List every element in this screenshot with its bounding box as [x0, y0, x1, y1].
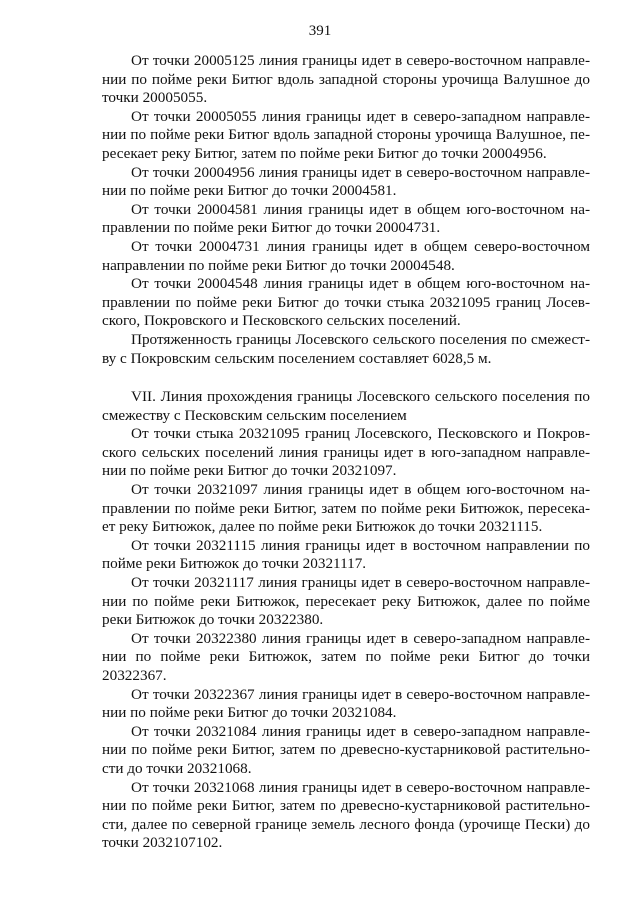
document-body	[102, 52, 590, 853]
paragraph: Протяженность границы Лосевского сельского поселения по смежеству с Покровским сельским поселением составляет 6028,5 м.	[102, 330, 590, 367]
paragraph: От точки 20004581 линия границы идет в общем юго-восточном направлении по пойме реки Битюг до точки 20004731.	[102, 200, 590, 237]
paragraph: От точки 20322380 линия границы идет в северо-западном направлении по пойме реки Битюжок, затем по пойме реки Битюг до точки 20322367.	[102, 629, 590, 684]
paragraph: От точки 20321068 линия границы идет в северо-восточном направлении по пойме реки Битюг, затем по древесно-кустарниковой растительности, далее по северной границе земель лесного фонда (урочище Пески) до точки 2032107102.	[102, 778, 590, 852]
paragraph: От точки 20004731 линия границы идет в общем северо-восточном направлении по пойме реки Битюг до точки 20004548.	[102, 237, 590, 274]
paragraph: От точки 20322367 линия границы идет в северо-восточном направлении по пойме реки Битюг до точки 20321084.	[102, 685, 590, 722]
paragraph: От точки 20321115 линия границы идет в восточном направлении по пойме реки Битюжок до точки 20321117.	[102, 536, 590, 573]
paragraph: От точки 20321084 линия границы идет в северо-западном направлении по пойме реки Битюг, затем по древесно-кустарниковой растительности до точки 20321068.	[102, 722, 590, 777]
section-heading: VII. Линия прохождения границы Лосевского сельского поселения по смежеству с Песковским сельским поселением	[102, 388, 590, 424]
page-number: 391	[308, 23, 332, 39]
paragraph: От точки 20004548 линия границы идет в общем юго-восточном направлении по пойме реки Битюг до точки стыка 20321095 границ Лосевского, Покровского и Песковского сельских поселений.	[102, 275, 590, 330]
paragraph: От точки 20005125 линия границы идет в северо-восточном направлении по пойме реки Битюг вдоль западной стороны урочища Валушное до точки 20005055.	[102, 52, 590, 107]
paragraph: От точки 20321117 линия границы идет в северо-восточном направлении по пойме реки Битюжок, пересекает реку Битюжок, далее по пойме реки Битюжок до точки 20322380.	[102, 574, 590, 629]
paragraph: От точки 20005055 линия границы идет в северо-западном направлении по пойме реки Битюг вдоль западной стороны урочища Валушное, пересекает реку Битюг, затем по пойме реки Битюг до точки 20004956.	[102, 107, 590, 162]
paragraph: От точки стыка 20321095 границ Лосевского, Песковского и Покровского сельских поселений линия границы идет в юго-западном направлении по пойме реки Битюг до точки 20321097.	[102, 425, 590, 480]
paragraph: От точки 20321097 линия границы идет в общем юго-восточном направлении по пойме реки Битюг, затем по пойме реки Битюжок, пересекает реку Битюжок, далее по пойме реки Битюжок до точки 20321115.	[102, 481, 590, 536]
paragraph: От точки 20004956 линия границы идет в северо-восточном направлении по пойме реки Битюг до точки 20004581.	[102, 163, 590, 200]
